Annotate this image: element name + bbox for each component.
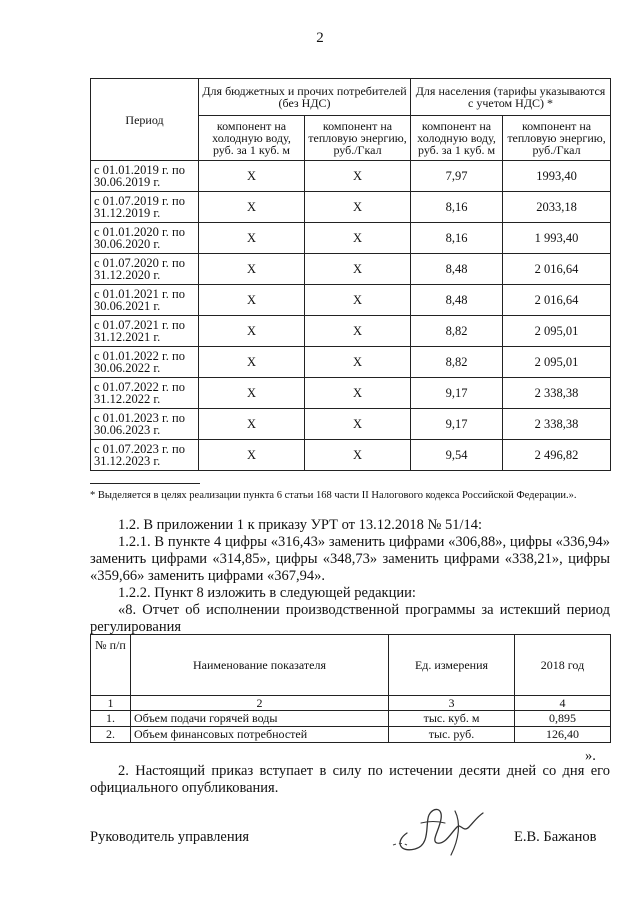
handwritten-signature bbox=[385, 793, 495, 863]
cell-period: с 01.07.2021 г. по 31.12.2021 г. bbox=[91, 316, 199, 347]
header-num: № п/п bbox=[91, 635, 131, 696]
paragraph-1-2-2: 1.2.2. Пункт 8 изложить в следующей редакции: bbox=[118, 585, 416, 601]
cell-period: с 01.01.2023 г. по 30.06.2023 г. bbox=[91, 409, 199, 440]
report-row bbox=[91, 711, 611, 727]
header-thermal-energy: компонент на тепловую энергию, руб./Гкал bbox=[305, 116, 411, 161]
cell-budget-cold: X bbox=[199, 409, 305, 440]
tariff-row bbox=[91, 378, 611, 409]
paragraph-8-heading: «8. Отчет об исполнении производственной программы за истекший период регулирования bbox=[90, 602, 610, 635]
signatory-name: Е.В. Бажанов bbox=[514, 829, 597, 845]
cell-num: 1. bbox=[91, 711, 131, 727]
cell-indicator: Объем финансовых потребностей bbox=[131, 727, 389, 743]
numbering-cell: 2 bbox=[131, 696, 389, 711]
cell-pop-cold: 8,82 bbox=[411, 316, 503, 347]
report-table bbox=[90, 634, 611, 743]
cell-unit: тыс. руб. bbox=[389, 727, 515, 743]
cell-pop-cold: 8,16 bbox=[411, 192, 503, 223]
paragraph-2: 2. Настоящий приказ вступает в силу по истечении десяти дней со дня его официального опубликования. bbox=[90, 763, 610, 796]
cell-indicator: Объем подачи горячей воды bbox=[131, 711, 389, 727]
tariff-row bbox=[91, 347, 611, 378]
cell-budget-heat: X bbox=[305, 440, 411, 471]
cell-period: с 01.01.2022 г. по 30.06.2022 г. bbox=[91, 347, 199, 378]
cell-pop-cold: 8,82 bbox=[411, 347, 503, 378]
cell-pop-heat: 1 993,40 bbox=[503, 223, 611, 254]
cell-period: с 01.07.2020 г. по 31.12.2020 г. bbox=[91, 254, 199, 285]
signatory-role: Руководитель управления bbox=[90, 829, 250, 845]
cell-value: 0,895 bbox=[515, 711, 611, 727]
tariff-row bbox=[91, 285, 611, 316]
cell-budget-heat: X bbox=[305, 316, 411, 347]
cell-budget-heat: X bbox=[305, 378, 411, 409]
numbering-cell: 1 bbox=[91, 696, 131, 711]
page-number: 2 bbox=[316, 30, 324, 46]
tariff-row bbox=[91, 223, 611, 254]
report-header-row bbox=[91, 635, 611, 696]
cell-pop-cold: 8,48 bbox=[411, 285, 503, 316]
cell-budget-heat: X bbox=[305, 285, 411, 316]
cell-pop-heat: 2033,18 bbox=[503, 192, 611, 223]
cell-budget-cold: X bbox=[199, 254, 305, 285]
footnote-divider bbox=[90, 483, 200, 484]
cell-budget-heat: X bbox=[305, 192, 411, 223]
paragraph-1-2: 1.2. В приложении 1 к приказу УРТ от 13.12.2018 № 51/14: bbox=[118, 517, 483, 533]
cell-budget-cold: X bbox=[199, 378, 305, 409]
report-row bbox=[91, 727, 611, 743]
cell-period: с 01.01.2020 г. по 30.06.2020 г. bbox=[91, 223, 199, 254]
cell-pop-cold: 7,97 bbox=[411, 161, 503, 192]
footnote: * Выделяется в целях реализации пункта 6 статьи 168 части II Налогового кодекса Российской Федерации.». bbox=[90, 490, 577, 501]
numbering-cell: 4 bbox=[515, 696, 611, 711]
header-group-population: Для населения (тарифы указываются с учетом НДС) * bbox=[411, 79, 611, 116]
cell-budget-cold: X bbox=[199, 316, 305, 347]
cell-pop-heat: 2 016,64 bbox=[503, 254, 611, 285]
cell-pop-cold: 8,48 bbox=[411, 254, 503, 285]
cell-budget-heat: X bbox=[305, 254, 411, 285]
cell-period: с 01.01.2019 г. по 30.06.2019 г. bbox=[91, 161, 199, 192]
header-unit: Ед. измерения bbox=[389, 635, 515, 696]
closing-quote: ». bbox=[585, 748, 596, 764]
cell-period: с 01.01.2021 г. по 30.06.2021 г. bbox=[91, 285, 199, 316]
cell-unit: тыс. куб. м bbox=[389, 711, 515, 727]
cell-budget-cold: X bbox=[199, 347, 305, 378]
header-period: Период bbox=[91, 79, 199, 161]
cell-pop-heat: 2 338,38 bbox=[503, 409, 611, 440]
cell-pop-heat: 2 016,64 bbox=[503, 285, 611, 316]
cell-num: 2. bbox=[91, 727, 131, 743]
cell-budget-heat: X bbox=[305, 347, 411, 378]
cell-value: 126,40 bbox=[515, 727, 611, 743]
header-thermal-energy-pop: компонент на тепловую энергию, руб./Гкал bbox=[503, 116, 611, 161]
cell-budget-cold: X bbox=[199, 161, 305, 192]
cell-pop-cold: 9,54 bbox=[411, 440, 503, 471]
cell-budget-cold: X bbox=[199, 223, 305, 254]
cell-period: с 01.07.2023 г. по 31.12.2023 г. bbox=[91, 440, 199, 471]
cell-pop-cold: 8,16 bbox=[411, 223, 503, 254]
header-indicator-name: Наименование показателя bbox=[131, 635, 389, 696]
cell-budget-cold: X bbox=[199, 440, 305, 471]
tariff-row bbox=[91, 192, 611, 223]
tariff-row bbox=[91, 440, 611, 471]
cell-pop-heat: 2 095,01 bbox=[503, 347, 611, 378]
cell-pop-cold: 9,17 bbox=[411, 409, 503, 440]
cell-pop-cold: 9,17 bbox=[411, 378, 503, 409]
tariff-table bbox=[90, 78, 611, 471]
header-cold-water: компонент на холодную воду, руб. за 1 куб. м bbox=[199, 116, 305, 161]
cell-period: с 01.07.2019 г. по 31.12.2019 г. bbox=[91, 192, 199, 223]
header-cold-water-pop: компонент на холодную воду, руб. за 1 куб. м bbox=[411, 116, 503, 161]
header-group-budget: Для бюджетных и прочих потребителей (без НДС) bbox=[199, 79, 411, 116]
cell-budget-cold: X bbox=[199, 192, 305, 223]
tariff-header-row-1 bbox=[91, 79, 611, 116]
header-year: 2018 год bbox=[515, 635, 611, 696]
cell-pop-heat: 2 496,82 bbox=[503, 440, 611, 471]
cell-budget-cold: X bbox=[199, 285, 305, 316]
cell-pop-heat: 1993,40 bbox=[503, 161, 611, 192]
cell-period: с 01.07.2022 г. по 31.12.2022 г. bbox=[91, 378, 199, 409]
numbering-cell: 3 bbox=[389, 696, 515, 711]
tariff-row bbox=[91, 161, 611, 192]
paragraph-1-2-1: 1.2.1. В пункте 4 цифры «316,43» заменить цифрами «306,88», цифры «336,94» заменить цифрами «314,85», цифры «348,73» заменить цифрами «338,21», цифры «359,66» заменить цифрами «367,94». bbox=[90, 534, 610, 584]
cell-pop-heat: 2 338,38 bbox=[503, 378, 611, 409]
cell-budget-heat: X bbox=[305, 409, 411, 440]
tariff-row bbox=[91, 316, 611, 347]
cell-pop-heat: 2 095,01 bbox=[503, 316, 611, 347]
report-numbering-row bbox=[91, 696, 611, 711]
tariff-row bbox=[91, 254, 611, 285]
cell-budget-heat: X bbox=[305, 223, 411, 254]
tariff-row bbox=[91, 409, 611, 440]
cell-budget-heat: X bbox=[305, 161, 411, 192]
